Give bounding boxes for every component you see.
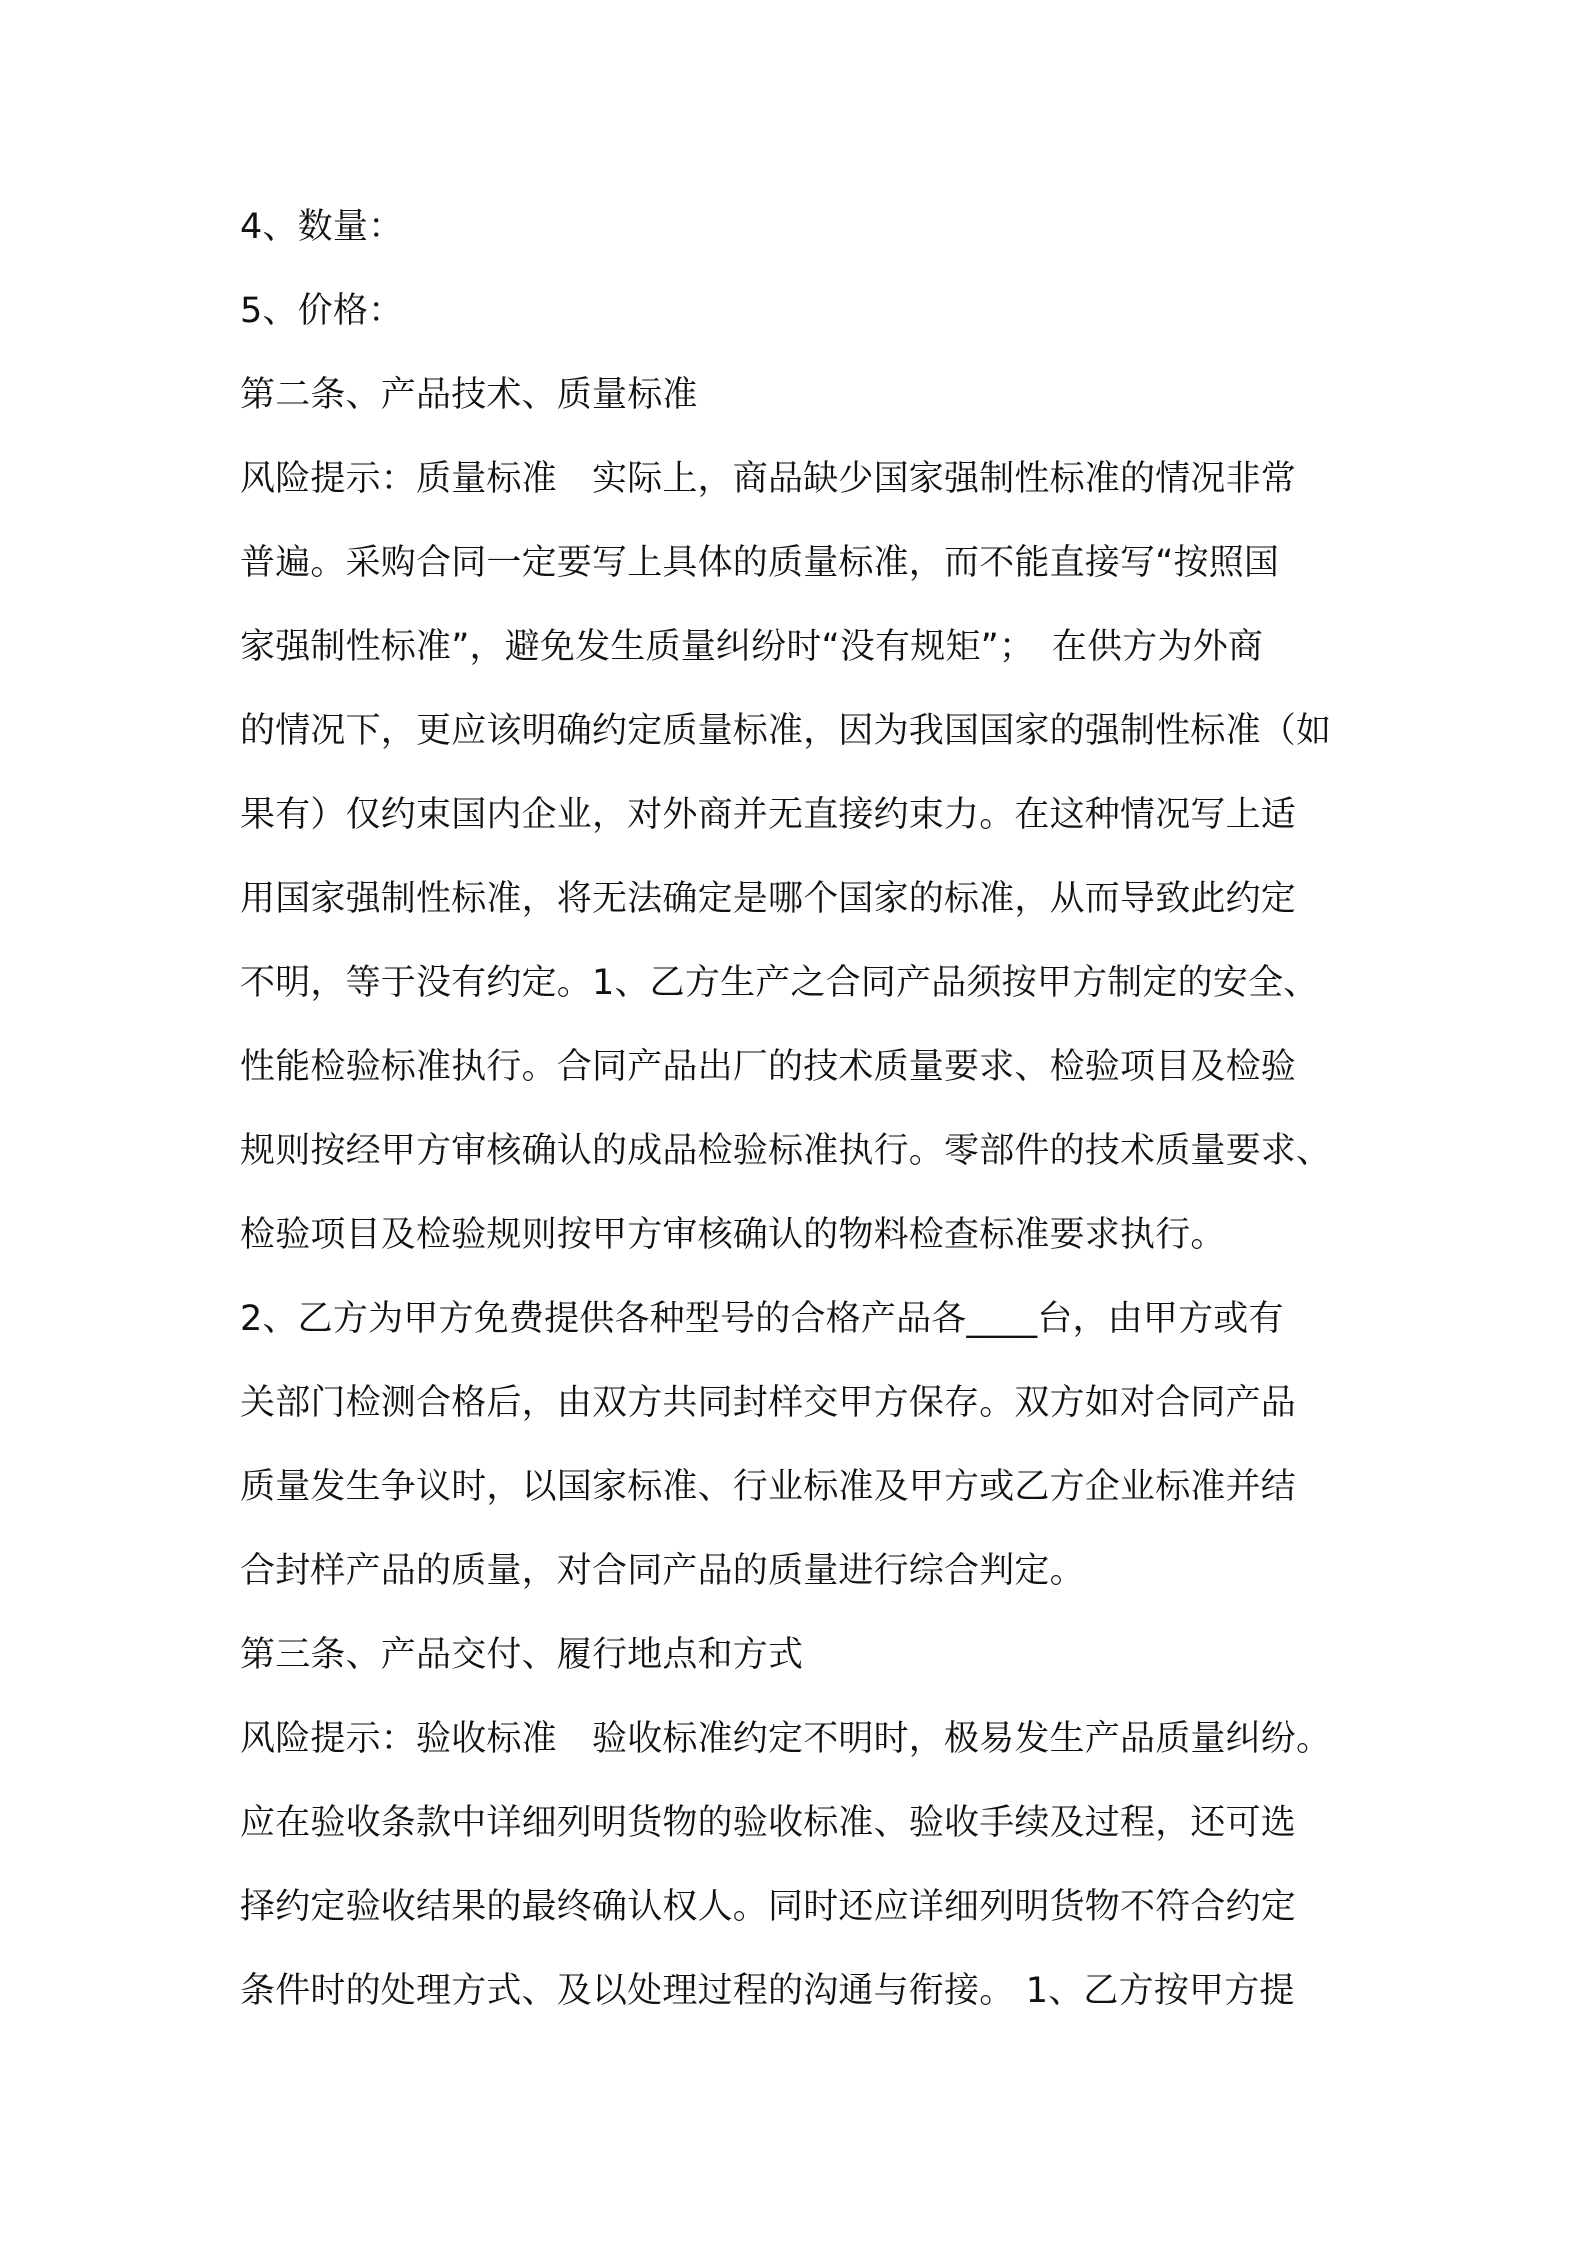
text-line: 规则按经甲方审核确认的成品检验标准执行。零部件的技术质量要求、: [240, 1131, 1332, 1171]
text-line: 风险提示：质量标准 实际上，商品缺少国家强制性标准的情况非常: [240, 459, 1297, 499]
text-line: 2、乙方为甲方免费提供各种型号的合格产品各____台，由甲方或有: [240, 1299, 1284, 1339]
text-line: 检验项目及检验规则按甲方审核确认的物料检查标准要求执行。: [240, 1215, 1226, 1255]
section-heading: 第二条、产品技术、质量标准: [240, 375, 698, 415]
text-line: 合封样产品的质量，对合同产品的质量进行综合判定。: [240, 1551, 1085, 1591]
text-line: 不明，等于没有约定。1、乙方生产之合同产品须按甲方制定的安全、: [240, 963, 1319, 1003]
text-line: 4、数量：: [240, 207, 404, 247]
text-line: 应在验收条款中详细列明货物的验收标准、验收手续及过程，还可选: [240, 1803, 1297, 1843]
text-line: 择约定验收结果的最终确认权人。同时还应详细列明货物不符合约定: [240, 1887, 1297, 1927]
text-line: 关部门检测合格后，由双方共同封样交甲方保存。双方如对合同产品: [240, 1383, 1297, 1423]
text-line: 5、价格：: [240, 291, 404, 331]
text-line: 家强制性标准”，避免发生质量纠纷时“没有规矩”； 在供方为外商: [240, 627, 1264, 667]
text-line: 风险提示：验收标准 验收标准约定不明时，极易发生产品质量纠纷。: [240, 1719, 1332, 1759]
text-line: 条件时的处理方式、及以处理过程的沟通与衔接。 1、乙方按甲方提: [240, 1971, 1295, 2011]
text-line: 普遍。采购合同一定要写上具体的质量标准，而不能直接写“按照国: [240, 543, 1280, 583]
section-heading: 第三条、产品交付、履行地点和方式: [240, 1635, 804, 1675]
text-line: 的情况下，更应该明确约定质量标准，因为我国国家的强制性标准（如: [240, 711, 1332, 751]
text-line: 性能检验标准执行。合同产品出厂的技术质量要求、检验项目及检验: [240, 1047, 1297, 1087]
text-line: 果有）仅约束国内企业，对外商并无直接约束力。在这种情况写上适: [240, 795, 1297, 835]
text-line: 质量发生争议时，以国家标准、行业标准及甲方或乙方企业标准并结: [240, 1467, 1297, 1507]
text-line: 用国家强制性标准，将无法确定是哪个国家的标准，从而导致此约定: [240, 879, 1297, 919]
